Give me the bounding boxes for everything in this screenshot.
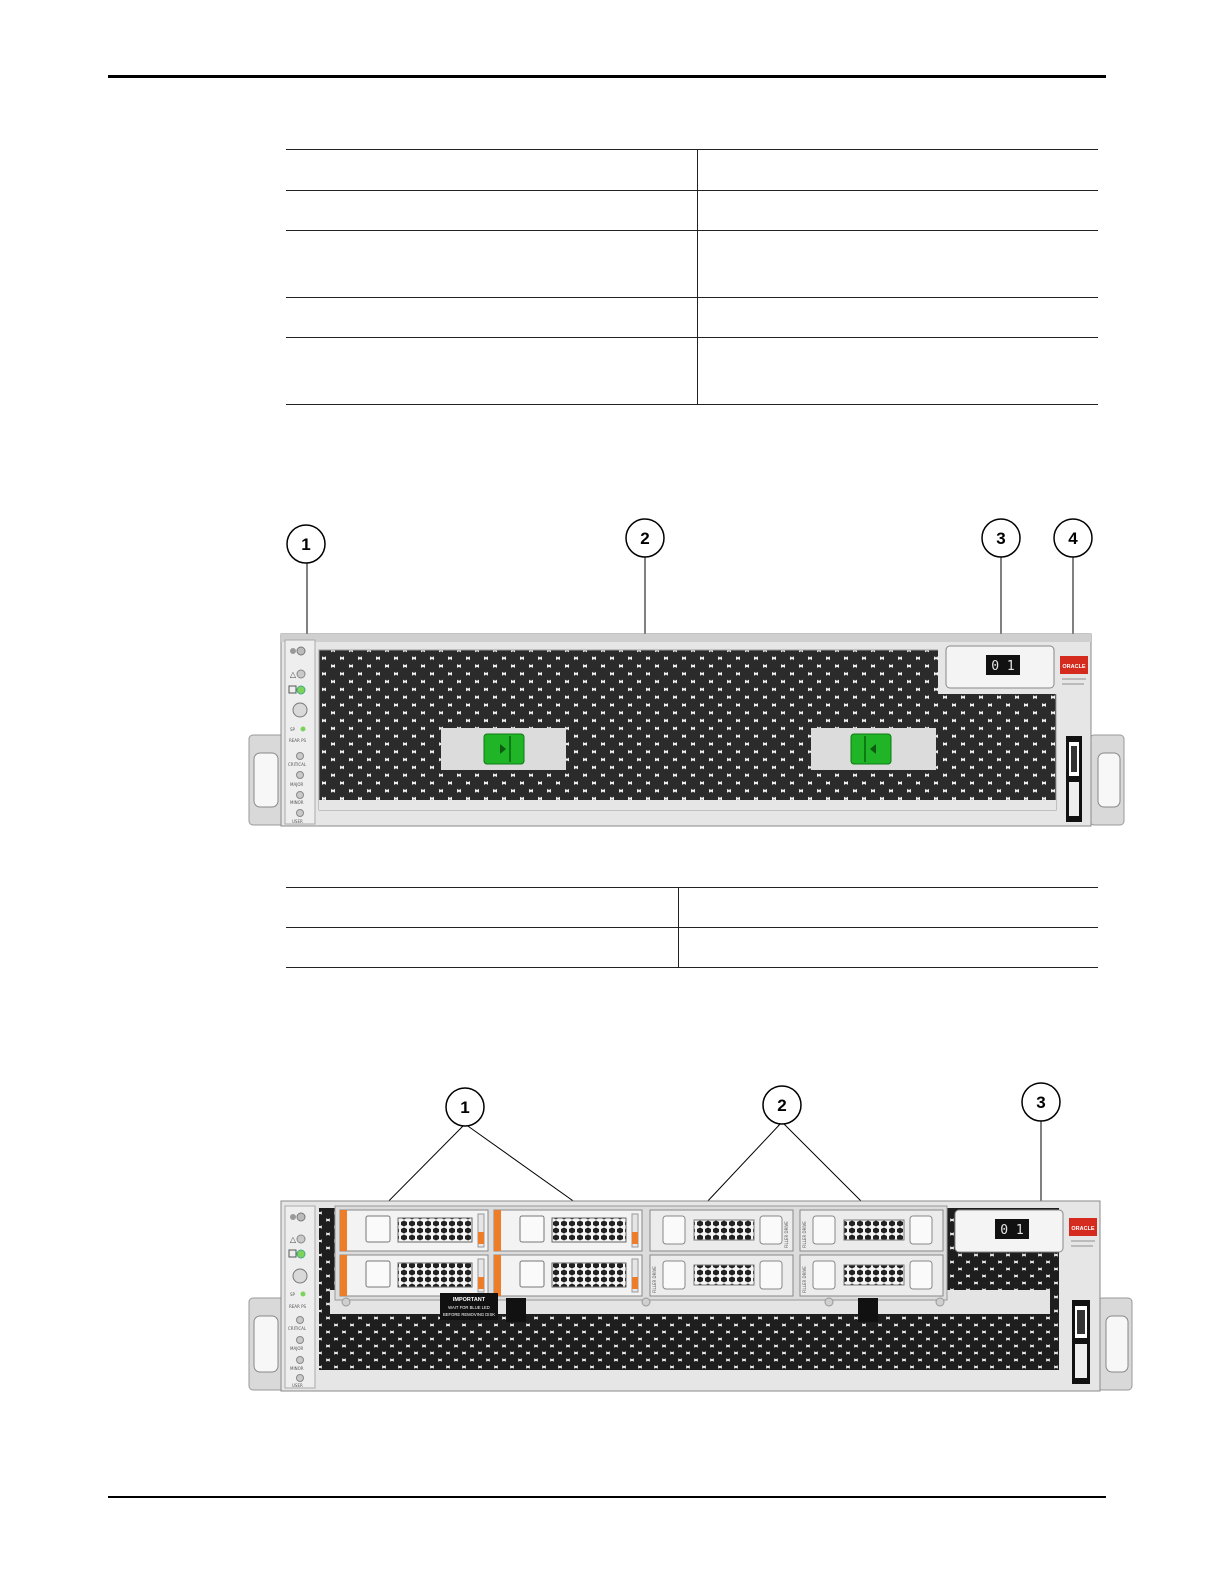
serial-number-label — [1072, 1300, 1090, 1384]
drive-slot-0[interactable] — [340, 1210, 488, 1251]
table-cell — [286, 888, 679, 928]
table-cell — [698, 150, 1099, 191]
table-2 — [286, 887, 1098, 968]
svg-text:2: 2 — [777, 1096, 787, 1115]
svg-text:CRITICAL: CRITICAL — [288, 762, 307, 767]
filler-drive-0[interactable] — [650, 1210, 793, 1251]
filler-drive-3[interactable] — [800, 1255, 943, 1296]
table-cell — [286, 928, 679, 968]
drive-slot-1[interactable] — [494, 1210, 642, 1251]
table-row — [286, 928, 1098, 968]
table-cell — [286, 150, 698, 191]
svg-text:BEFORE REMOVING DISK: BEFORE REMOVING DISK — [442, 1312, 496, 1317]
svg-text:USER: USER — [292, 819, 303, 824]
table-row — [286, 231, 1098, 298]
filler-drive-1[interactable] — [800, 1210, 943, 1251]
svg-text:CRITICAL: CRITICAL — [288, 1326, 307, 1331]
svg-text:0 1: 0 1 — [1000, 1223, 1024, 1238]
svg-text:1: 1 — [460, 1098, 470, 1117]
table-1 — [286, 149, 1098, 405]
header-rule — [108, 75, 1106, 78]
table-cell — [698, 191, 1099, 231]
svg-text:FILLER DRIVE: FILLER DRIVE — [802, 1266, 807, 1293]
svg-text:REAR PS: REAR PS — [289, 738, 307, 743]
svg-text:SP: SP — [290, 727, 295, 732]
status-led-panel — [285, 640, 315, 824]
callout-1 — [287, 525, 325, 563]
svg-text:MAJOR: MAJOR — [290, 1346, 304, 1351]
port-cover-left — [506, 1298, 526, 1322]
callout-3 — [982, 519, 1020, 557]
bezel-latch-right[interactable] — [811, 728, 936, 770]
bezel-latch-left[interactable] — [441, 728, 566, 770]
table-cell — [286, 191, 698, 231]
table-row — [286, 888, 1098, 928]
table-cell — [679, 888, 1099, 928]
rack-ear-right — [1098, 1298, 1132, 1390]
status-led-panel — [285, 1206, 315, 1388]
figure-2-server-drives — [0, 1080, 1224, 1400]
warning-label — [440, 1293, 498, 1320]
svg-text:MAJOR: MAJOR — [290, 782, 304, 787]
serial-number-label — [1066, 736, 1082, 822]
filler-drive-2[interactable] — [650, 1255, 793, 1296]
figure-1-server-bezel — [0, 510, 1224, 840]
svg-text:ORACLE: ORACLE — [1071, 1226, 1095, 1232]
table-row — [286, 338, 1098, 405]
rack-ear-right — [1090, 735, 1124, 825]
svg-text:FILLER DRIVE: FILLER DRIVE — [784, 1221, 789, 1248]
port-cover-right — [858, 1298, 878, 1322]
svg-text:SP: SP — [290, 1292, 295, 1297]
svg-text:WAIT FOR BLUE LED: WAIT FOR BLUE LED — [448, 1305, 490, 1310]
svg-text:1: 1 — [301, 535, 311, 554]
svg-text:USER: USER — [292, 1383, 303, 1388]
table-cell — [286, 298, 698, 338]
svg-text:MINOR: MINOR — [290, 1366, 304, 1371]
callout-2 — [763, 1086, 801, 1124]
callout-1 — [446, 1088, 484, 1126]
status-display — [946, 646, 1054, 688]
svg-text:REAR PS: REAR PS — [289, 1304, 307, 1309]
svg-text:△: △ — [289, 670, 297, 679]
svg-text:4: 4 — [1068, 529, 1078, 548]
footer-rule — [108, 1496, 1106, 1498]
status-display — [955, 1210, 1063, 1252]
table-row — [286, 150, 1098, 191]
svg-text:3: 3 — [996, 529, 1006, 548]
table-cell — [679, 928, 1099, 968]
svg-text:FILLER DRIVE: FILLER DRIVE — [652, 1266, 657, 1293]
svg-text:FILLER DRIVE: FILLER DRIVE — [802, 1221, 807, 1248]
table-cell — [698, 231, 1099, 298]
callout-4 — [1054, 519, 1092, 557]
svg-text:0 1: 0 1 — [991, 659, 1015, 674]
drive-slot-2[interactable] — [340, 1255, 488, 1296]
table-row — [286, 191, 1098, 231]
svg-text:ORACLE: ORACLE — [1062, 664, 1086, 670]
table-cell — [698, 298, 1099, 338]
svg-text:△: △ — [289, 1235, 297, 1244]
drive-slot-3[interactable] — [494, 1255, 642, 1296]
callout-3 — [1022, 1083, 1060, 1121]
svg-text:IMPORTANT: IMPORTANT — [452, 1297, 486, 1303]
svg-text:3: 3 — [1036, 1093, 1046, 1112]
svg-text:2: 2 — [640, 529, 650, 548]
callout-2 — [626, 519, 664, 557]
svg-text:MINOR: MINOR — [290, 800, 304, 805]
table-row — [286, 298, 1098, 338]
table-cell — [286, 231, 698, 298]
table-cell — [698, 338, 1099, 405]
table-cell — [286, 338, 698, 405]
